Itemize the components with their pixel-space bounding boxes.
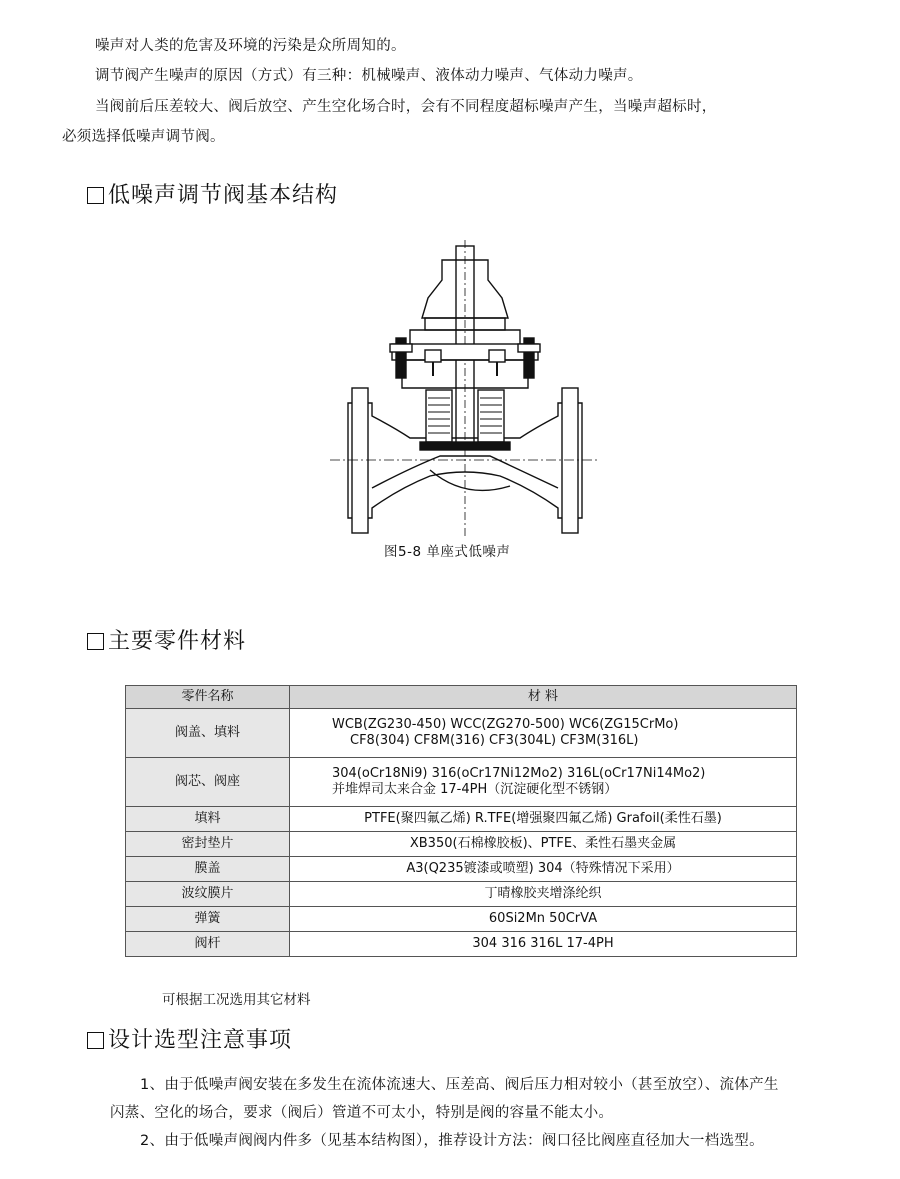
material-line: CF8(304) CF8M(316) CF3(304L) CF3M(316L) [350, 733, 639, 748]
intro-paragraph-3-line-2: 必须选择低噪声调节阀。 [62, 129, 225, 145]
section-title: 设计选型注意事项 [108, 1028, 293, 1053]
part-name-cell: 阀芯、阀座 [126, 758, 290, 807]
valve-cross-section-diagram [330, 238, 600, 538]
intro-paragraph-2: 调节阀产生噪声的原因（方式）有三种：机械噪声、液体动力噪声、气体动力噪声。 [95, 68, 643, 84]
design-note-1-line-1: 1、由于低噪声阀安装在多发生在流体流速大、压差高、阀后压力相对较小（甚至放空）、流体产生 [140, 1077, 779, 1093]
section-title: 主要零件材料 [108, 629, 247, 654]
table-row [126, 932, 797, 957]
table-header-row [126, 686, 797, 709]
material-line: WCB(ZG230-450) WCC(ZG270-500) WC6(ZG15CrMo) [332, 717, 679, 732]
section-heading-structure [87, 182, 338, 210]
materials-table [125, 685, 797, 957]
part-name-cell: 波纹膜片 [126, 882, 290, 907]
material-cell: PTFE(聚四氟乙烯) R.TFE(增强聚四氟乙烯) Grafoil(柔性石墨) [290, 807, 797, 832]
table-row [126, 832, 797, 857]
section-title: 低噪声调节阀基本结构 [108, 183, 339, 208]
part-name-cell: 阀杆 [126, 932, 290, 957]
intro-paragraph-3-line-1: 当阀前后压差较大、阀后放空、产生空化场合时，会有不同程度超标噪声产生，当噪声超标时， [95, 99, 717, 115]
part-name-cell: 弹簧 [126, 907, 290, 932]
material-line: 并堆焊司太来合金 17-4PH（沉淀硬化型不锈钢） [332, 782, 618, 797]
material-cell: 丁晴橡胶夹增涤纶织 [290, 882, 797, 907]
part-name-cell: 阀盖、填料 [126, 709, 290, 758]
material-cell [290, 709, 797, 758]
section-heading-materials [87, 628, 246, 656]
column-header-material: 材 料 [290, 686, 797, 709]
table-row [126, 807, 797, 832]
material-cell: A3(Q235镀漆或喷塑) 304（特殊情况下采用） [290, 857, 797, 882]
figure-caption: 图5-8 单座式低噪声 [384, 544, 511, 560]
part-name-cell: 填料 [126, 807, 290, 832]
materials-note: 可根据工况选用其它材料 [162, 992, 311, 1008]
material-line: 304(oCr18Ni9) 316(oCr17Ni12Mo2) 316L(oCr17Ni14Mo2) [332, 766, 706, 781]
design-note-2: 2、由于低噪声阀阀内件多（见基本结构图），推荐设计方法：阀口径比阀座直径加大一档选型。 [140, 1133, 764, 1149]
table-row [126, 857, 797, 882]
part-name-cell: 膜盖 [126, 857, 290, 882]
part-name-cell: 密封垫片 [126, 832, 290, 857]
checkbox-square-icon [87, 633, 104, 650]
checkbox-square-icon [87, 1032, 104, 1049]
intro-paragraph-1: 噪声对人类的危害及环境的污染是众所周知的。 [95, 38, 406, 54]
table-row [126, 758, 797, 807]
section-heading-design-notes [87, 1027, 292, 1055]
material-cell [290, 758, 797, 807]
table-row [126, 709, 797, 758]
material-cell: XB350(石棉橡胶板)、PTFE、柔性石墨夹金属 [290, 832, 797, 857]
design-note-1-line-2: 闪蒸、空化的场合，要求（阀后）管道不可太小，特别是阀的容量不能太小。 [110, 1105, 614, 1121]
material-cell: 60Si2Mn 50CrVA [290, 907, 797, 932]
column-header-part-name: 零件名称 [126, 686, 290, 709]
table-row [126, 882, 797, 907]
material-cell: 304 316 316L 17-4PH [290, 932, 797, 957]
checkbox-square-icon [87, 187, 104, 204]
table-row [126, 907, 797, 932]
